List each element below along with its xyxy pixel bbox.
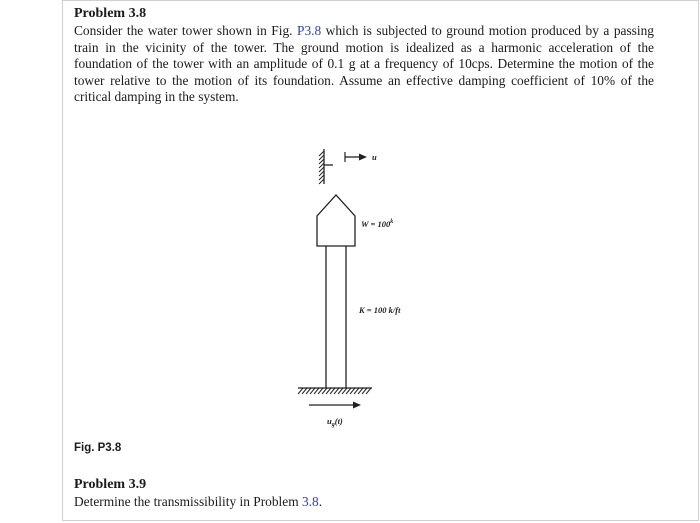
problem-3-8-text-end: which is subjected to ground motion produced by a passing train in the vicinity of the tower. The ground motion is idealized as a harmonic acceleration of the foundation of the tower with an amplitude of 0.1 g at a frequency of 10cps. Determine the motion of the tower relative to the motion of its foundation. Assume an effective damping coefficient of 10% of the critical damping in the system. <box>74 23 654 105</box>
top-wall-hatching <box>319 151 324 184</box>
problem-3-9-text <box>74 494 654 511</box>
problem-3-8-text-start: Consider the water tower shown in Fig. <box>74 23 297 38</box>
problem-reference-link[interactable]: 3.8 <box>301 494 319 509</box>
weight-label: $W = 100^k$ <box>361 219 394 229</box>
ground-hatching <box>298 388 371 394</box>
water-tank <box>317 195 355 246</box>
problem-3-8-heading: Problem 3.8 <box>74 6 147 21</box>
ground-motion-label: $u_g(t)$ <box>327 416 343 428</box>
ground-motion-arrow-head <box>353 402 361 409</box>
problem-3-9-text-end: . <box>318 494 323 509</box>
problem-3-9-text-start: Determine the transmissibility in Problem <box>74 494 302 509</box>
u-arrow-head <box>359 154 367 161</box>
stiffness-label: K = 100 k/ft <box>359 305 401 315</box>
problem-3-9-heading: Problem 3.9 <box>74 477 147 492</box>
figure-reference-link[interactable]: P3.8 <box>297 23 322 38</box>
u-label: u <box>372 152 377 162</box>
figure-label: Fig. P3.8 <box>74 442 122 454</box>
